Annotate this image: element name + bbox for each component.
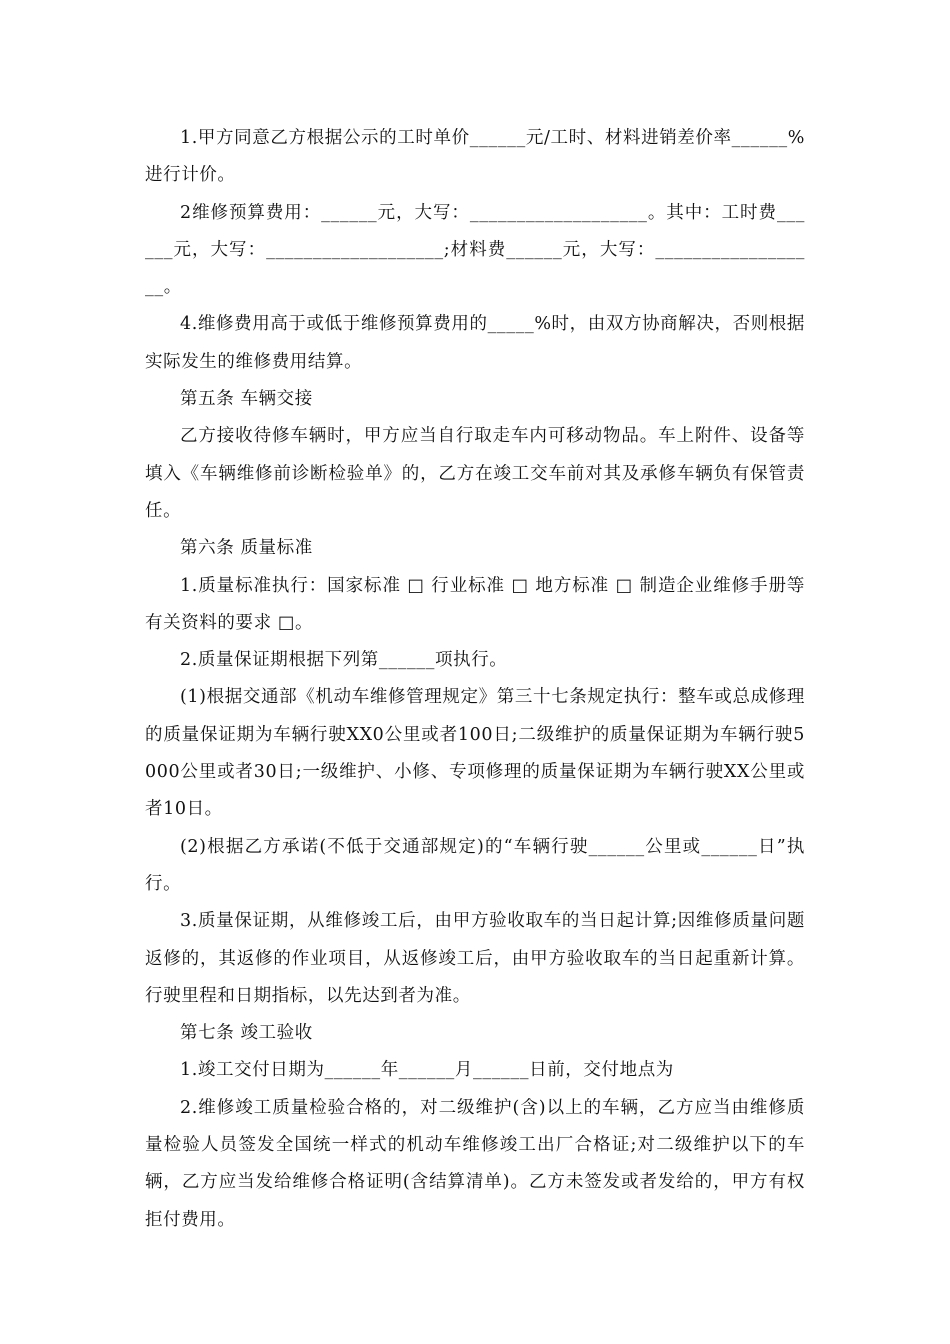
paragraph-vehicle-handover: 乙方接收待修车辆时，甲方应当自行取走车内可移动物品。车上附件、设备等填入《车辆维修前诊断检验单》的，乙方在竣工交车前对其及承修车辆负有保管责任。 [145,426,805,521]
heading-article-5: 第五条 车辆交接 [180,389,313,410]
heading-article-7: 第七条 竣工验收 [180,1023,313,1044]
paragraph-warranty-rule-2: (2)根据乙方承诺(不低于交通部规定)的“车辆行驶______公里或______日”执行。 [145,836,805,894]
paragraph-quality-standard: 1.质量标准执行：国家标准 □ 行业标准 □ 地方标准 □ 制造企业维修手册等有关资料的要求 □。 [145,575,805,633]
paragraph-warranty-rule-1: (1)根据交通部《机动车维修管理规定》第三十七条规定执行：整车或总成修理的质量保证期为车辆行驶XX0公里或者100日;二级维护的质量保证期为车辆行驶5000公里或者30日;一级维护、小修、专项修理的质量保证期为车辆行驶XX公里或者10日。 [145,687,805,820]
paragraph-labor-rate: 1.甲方同意乙方根据公示的工时单价______元/工时、材料进销差价率______%进行计价。 [145,128,805,186]
document-page [145,120,805,1239]
heading-article-6: 第六条 质量标准 [180,538,313,559]
paragraph-completion-certificate: 2.维修竣工质量检验合格的，对二级维护(含)以上的车辆，乙方应当由维修质量检验人员签发全国统一样式的机动车维修竣工出厂合格证;对二级维护以下的车辆，乙方应当发给维修合格证明(含结算清单)。乙方未签发或者发给的，甲方有权拒付费用。 [145,1097,805,1230]
paragraph-delivery-date: 1.竣工交付日期为______年______月______日前，交付地点为 [180,1060,674,1081]
paragraph-warranty-option: 2.质量保证期根据下列第______项执行。 [180,650,508,671]
paragraph-warranty-period: 3.质量保证期，从维修竣工后，由甲方验收取车的当日起计算;因维修质量问题返修的，其返修的作业项目，从返修竣工后，由甲方验收取车的当日起重新计算。行驶里程和日期指标，以先达到者为准。 [145,911,805,1006]
paragraph-repair-budget: 2维修预算费用：______元，大写：___________________。其中：工时费______元，大写：___________________;材料费______元，大写：__________________。 [145,202,805,298]
paragraph-cost-variance: 4.维修费用高于或低于维修预算费用的_____%时，由双方协商解决，否则根据实际发生的维修费用结算。 [145,314,805,372]
